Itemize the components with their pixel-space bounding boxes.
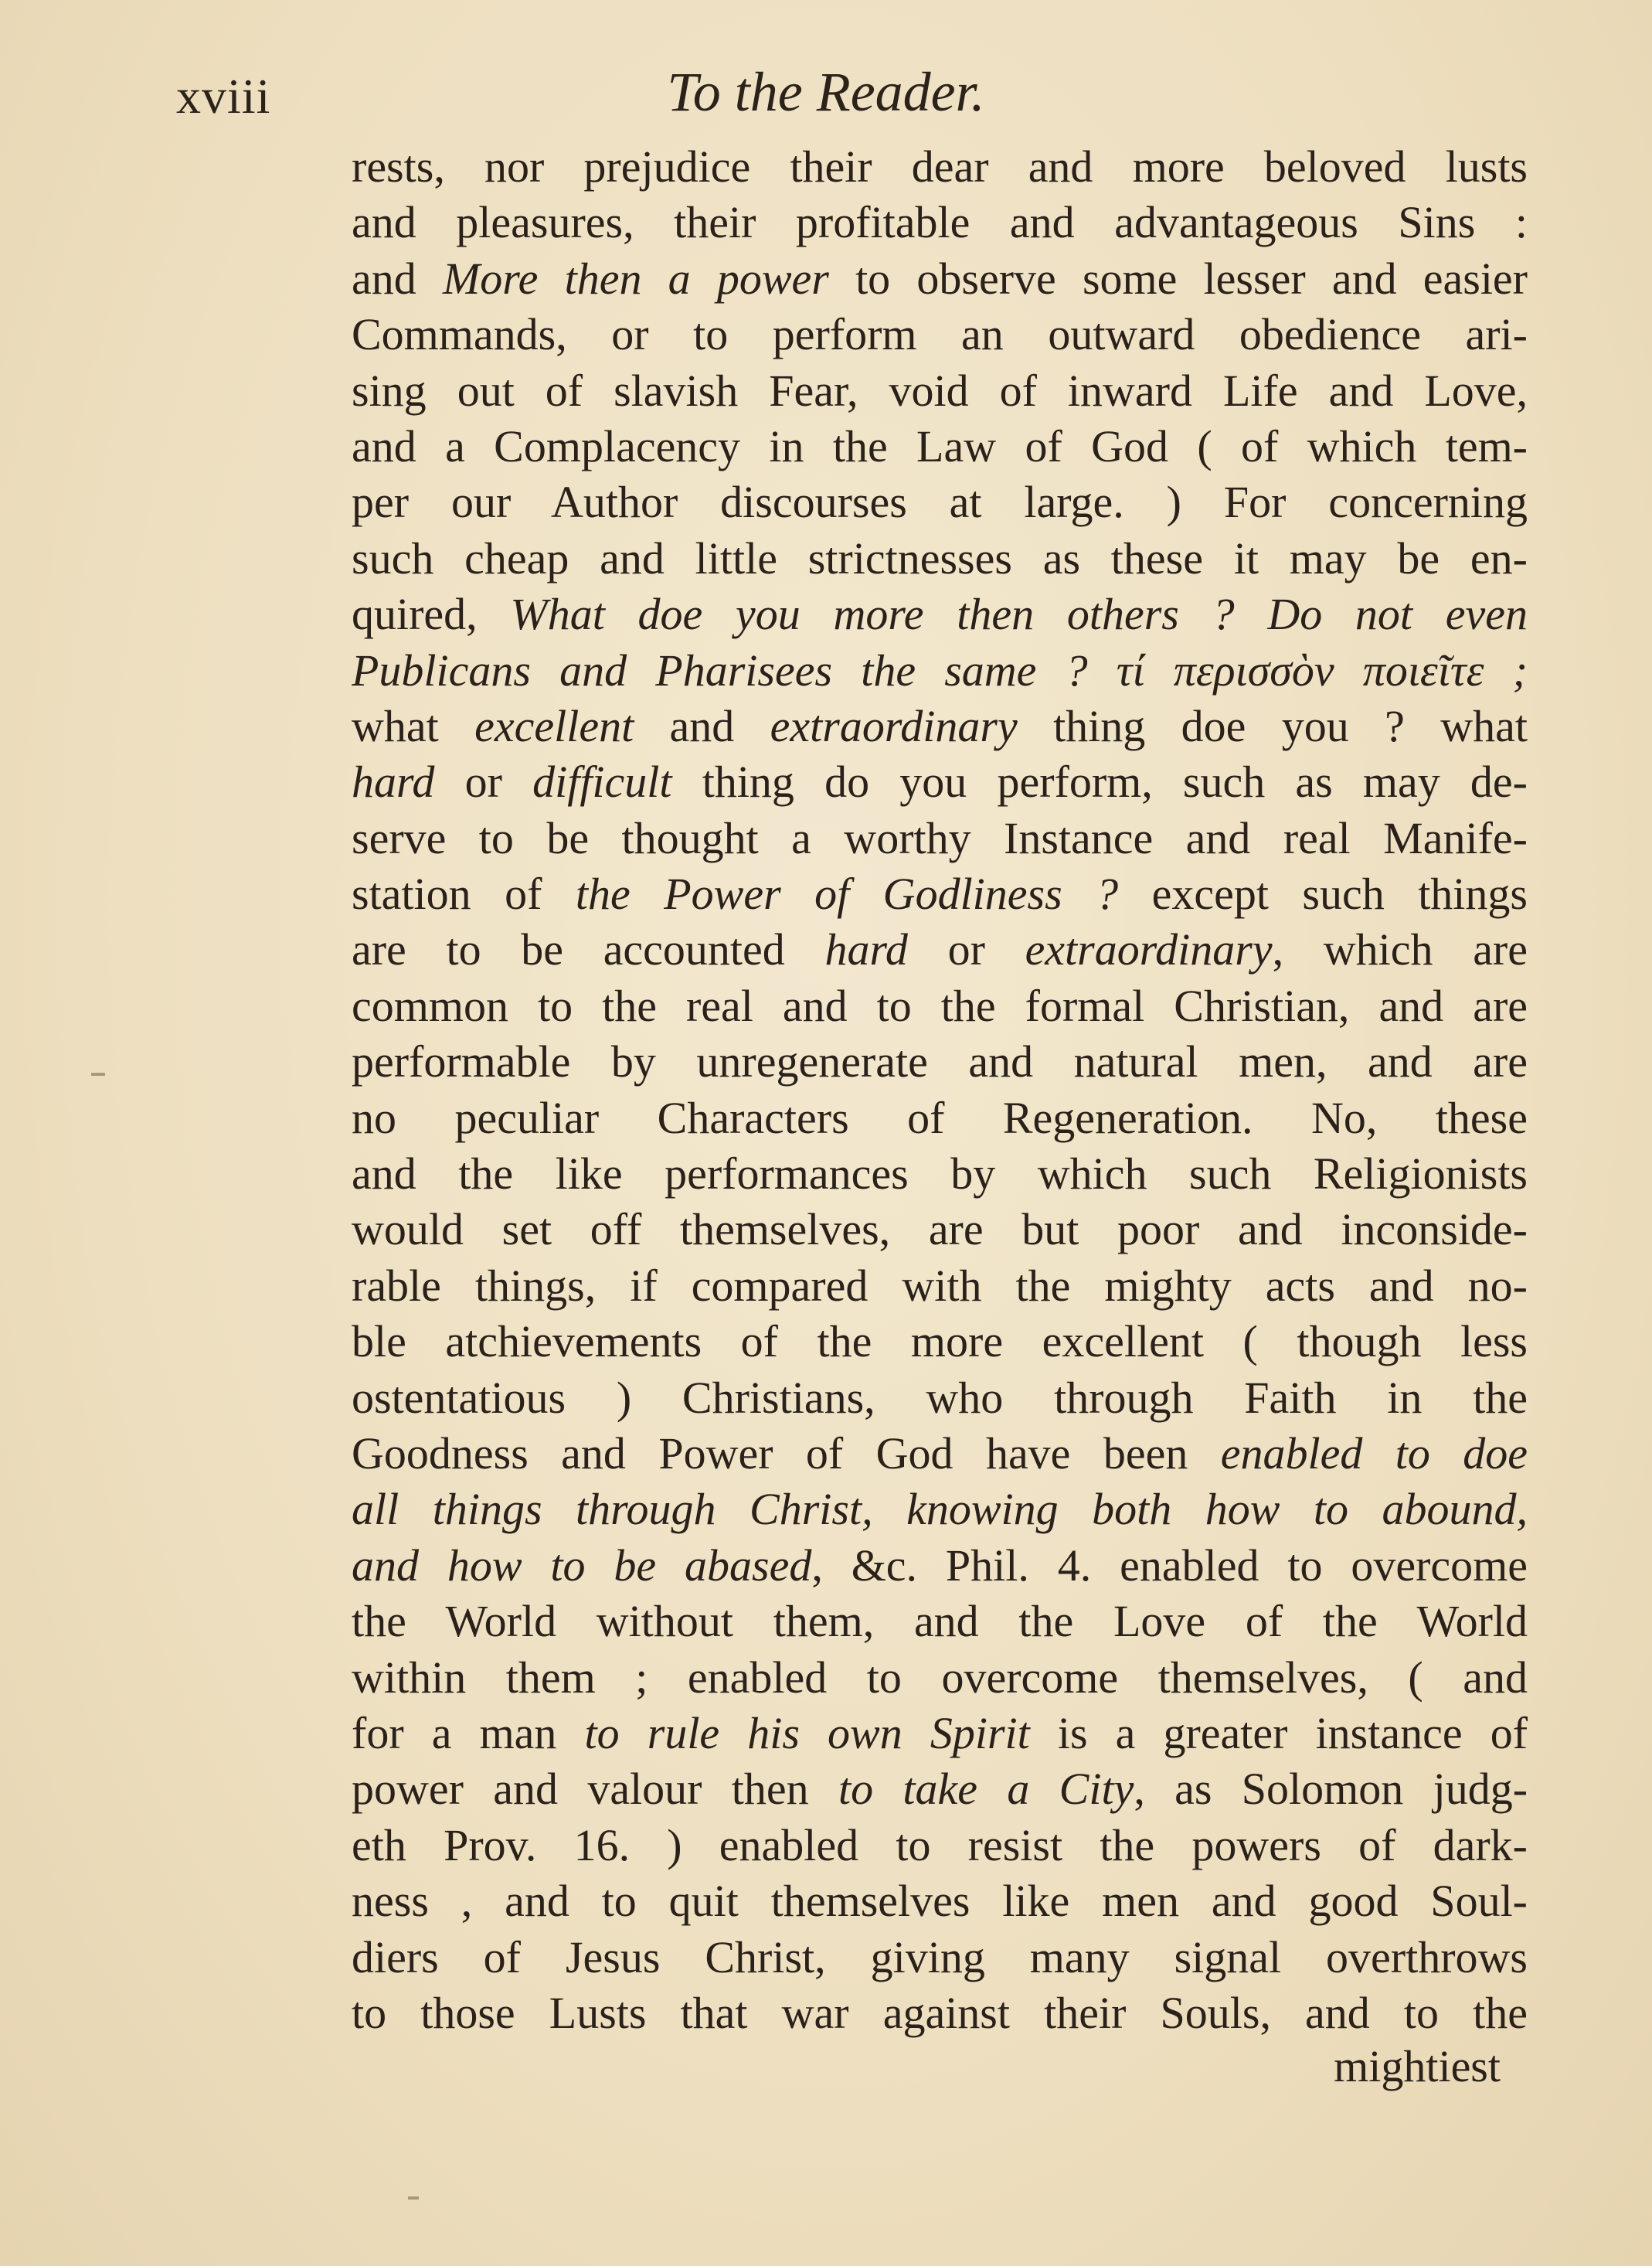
- italic-segment: and how to be abased: [352, 1540, 812, 1591]
- text-line: [352, 1258, 1528, 1314]
- text-line: [352, 1930, 1528, 1985]
- text-segment: Goodness and Power of God have been: [352, 1427, 1221, 1478]
- text-segment: ble atchievements of the more excellent ( though less: [352, 1316, 1528, 1367]
- text-segment: and: [634, 700, 770, 751]
- text-segment: and pleasures, their profitable and advantageous Sins :: [352, 197, 1528, 248]
- text-segment: quired,: [352, 589, 511, 640]
- italic-segment: to rule his own Spirit: [584, 1707, 1030, 1758]
- text-line: [352, 1146, 1528, 1202]
- text-line: [352, 531, 1528, 587]
- text-segment: within them ; enabled to overcome themselves, ( and: [352, 1652, 1528, 1703]
- text-segment: , as Solomon judg-: [1134, 1764, 1528, 1815]
- text-segment: serve to be thought a worthy Instance and real Manife-: [352, 812, 1528, 863]
- text-segment: and a Complacency in the Law of God ( of which tem-: [352, 420, 1528, 471]
- text-line: [352, 643, 1528, 699]
- text-segment: or: [907, 924, 1025, 975]
- italic-segment: hard: [824, 924, 908, 975]
- text-segment: to those Lusts that war against their Souls, and to the: [352, 1987, 1528, 2038]
- italic-segment: Publicans and Pharisees the same ? τί περισσὸν ποιεῖτε ;: [352, 645, 1528, 696]
- italic-segment: excellent: [474, 700, 634, 751]
- text-segment: ness , and to quit themselves like men and good Soul-: [352, 1876, 1528, 1927]
- text-segment: to observe some lesser and easier: [828, 253, 1528, 304]
- text-line: [352, 307, 1528, 362]
- italic-segment: the Power of Godliness ?: [575, 869, 1119, 920]
- text-line: [352, 866, 1528, 922]
- text-line: [352, 1650, 1528, 1706]
- text-segment: eth Prov. 16. ) enabled to resist the powers of dark-: [352, 1819, 1528, 1870]
- text-line: [352, 1538, 1528, 1594]
- text-line: [352, 811, 1528, 866]
- text-line: [352, 1482, 1528, 1537]
- margin-mark: [91, 1073, 105, 1076]
- text-segment: station of: [352, 869, 576, 920]
- italic-segment: extraordinary: [1025, 924, 1273, 975]
- text-line: [352, 1314, 1528, 1369]
- text-line: [352, 251, 1528, 307]
- text-segment: performable by unregenerate and natural men, and are: [352, 1036, 1528, 1087]
- text-segment: such cheap and little strictnesses as these it may be en-: [352, 532, 1528, 584]
- text-segment: or: [434, 757, 533, 808]
- text-segment: would set off themselves, are but poor and inconside-: [352, 1204, 1528, 1255]
- text-segment: common to the real and to the formal Christian, and are: [352, 980, 1528, 1031]
- text-segment: is a greater instance of: [1029, 1707, 1528, 1758]
- text-line: [352, 195, 1528, 250]
- text-segment: are to be accounted: [352, 924, 825, 975]
- text-line: [352, 363, 1528, 419]
- text-line: [352, 1090, 1528, 1146]
- text-line: [352, 1426, 1528, 1482]
- text-line: [352, 978, 1528, 1034]
- text-segment: ostentatious ) Christians, who through Faith in the: [352, 1372, 1528, 1423]
- text-line: [352, 1706, 1528, 1761]
- text-line: [352, 1594, 1528, 1649]
- text-line: [352, 1761, 1528, 1817]
- italic-segment: What doe you more then others ? Do not even: [510, 589, 1528, 640]
- margin-mark: [408, 2196, 419, 2200]
- body-text: [352, 139, 1528, 2041]
- text-segment: , &c. Phil. 4. enabled to overcome: [811, 1540, 1528, 1591]
- page-number: xviii: [176, 69, 271, 124]
- italic-segment: to take a City: [838, 1764, 1134, 1815]
- text-segment: thing do you perform, such as may de-: [671, 757, 1528, 808]
- text-segment: power and valour then: [352, 1764, 838, 1815]
- text-line: [352, 754, 1528, 810]
- italic-segment: difficult: [532, 757, 672, 808]
- running-title: To the Reader.: [667, 61, 985, 123]
- text-line: [352, 1034, 1528, 1090]
- italic-segment: hard: [352, 757, 435, 808]
- text-segment: Commands, or to perform an outward obedience ari-: [352, 309, 1528, 360]
- text-line: [352, 419, 1528, 475]
- text-line: [352, 699, 1528, 754]
- text-line: [352, 1202, 1528, 1257]
- text-segment: except such things: [1118, 869, 1528, 920]
- text-segment: the World without them, and the Love of the World: [352, 1596, 1528, 1647]
- text-segment: no peculiar Characters of Regeneration. No, these: [352, 1092, 1528, 1143]
- text-segment: sing out of slavish Fear, void of inward Life and Love,: [352, 365, 1528, 416]
- text-line: [352, 587, 1528, 642]
- text-segment: what: [352, 700, 475, 751]
- text-line: [352, 922, 1528, 978]
- text-segment: and: [352, 253, 443, 304]
- text-line: [352, 475, 1528, 530]
- text-segment: and the like performances by which such Religionists: [352, 1148, 1528, 1199]
- text-segment: , which are: [1272, 924, 1528, 975]
- italic-segment: More then a power: [442, 253, 829, 304]
- catchword: mightiest: [1334, 2041, 1501, 2091]
- text-segment: rests, nor prejudice their dear and more beloved lusts: [352, 141, 1528, 192]
- text-line: [352, 1370, 1528, 1426]
- text-segment: for a man: [352, 1707, 585, 1758]
- italic-segment: enabled to doe: [1220, 1427, 1528, 1478]
- text-segment: rable things, if compared with the mighty acts and no-: [352, 1260, 1528, 1311]
- text-line: [352, 1985, 1528, 2041]
- text-line: [352, 1818, 1528, 1873]
- text-segment: thing doe you ? what: [1017, 700, 1528, 751]
- text-line: [352, 139, 1528, 195]
- text-segment: per our Author discourses at large. ) For concerning: [352, 477, 1528, 528]
- italic-segment: extraordinary: [770, 700, 1018, 751]
- text-segment: diers of Jesus Christ, giving many signal overthrows: [352, 1931, 1528, 1982]
- text-line: [352, 1873, 1528, 1929]
- italic-segment: all things through Christ, knowing both how to abound,: [352, 1484, 1528, 1535]
